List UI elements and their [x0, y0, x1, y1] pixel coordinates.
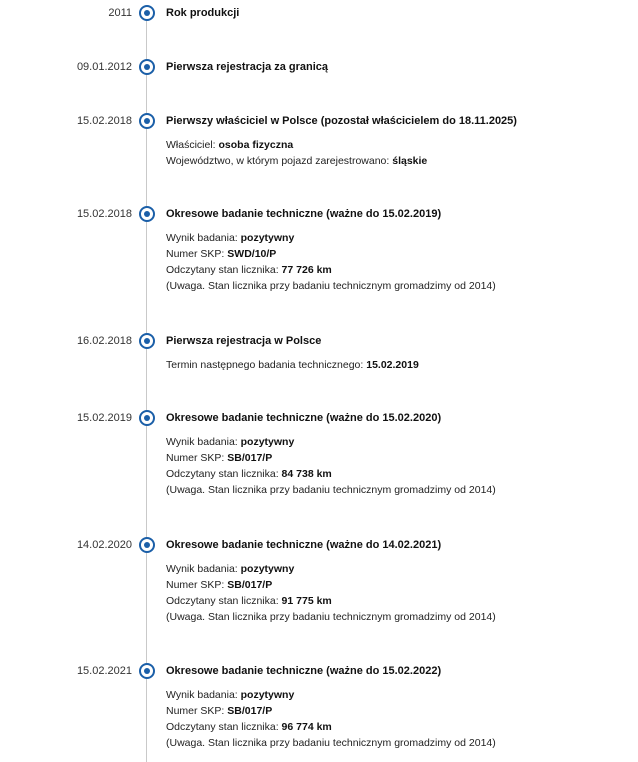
event-detail-odometer: Odczytany stan licznika: 77 726 km — [166, 264, 332, 276]
event-detail-odometer: Odczytany stan licznika: 84 738 km — [166, 468, 332, 480]
event-detail-odometer: Odczytany stan licznika: 96 774 km — [166, 721, 332, 733]
event-title: Rok produkcji — [166, 7, 240, 19]
event-detail-skp-number: Numer SKP: SWD/10/P — [166, 248, 277, 260]
event-date: 15.02.2019 — [76, 412, 132, 424]
event-title: Pierwsza rejestracja za granicą — [166, 61, 329, 73]
timeline-dot-icon — [139, 206, 155, 222]
event-detail-next-inspection: Termin następnego badania technicznego: 15.02.2019 — [166, 359, 419, 371]
event-title: Okresowe badanie techniczne (ważne do 15.02.2019) — [166, 208, 442, 220]
event-detail-odometer: Odczytany stan licznika: 91 775 km — [166, 595, 332, 607]
event-detail-result: Wynik badania: pozytywny — [166, 689, 295, 701]
timeline-dot-icon — [139, 5, 155, 21]
event-date: 14.02.2020 — [76, 539, 132, 551]
event-title: Okresowe badanie techniczne (ważne do 15.02.2022) — [166, 665, 442, 677]
event-detail-owner: Właściciel: osoba fizyczna — [166, 139, 294, 151]
event-title: Pierwsza rejestracja w Polsce — [166, 335, 322, 347]
timeline-dot-icon — [139, 59, 155, 75]
event-detail-note: (Uwaga. Stan licznika przy badaniu technicznym gromadzimy od 2014) — [166, 737, 496, 749]
event-date: 2011 — [108, 7, 132, 19]
timeline-dot-icon — [139, 537, 155, 553]
event-title: Okresowe badanie techniczne (ważne do 14.02.2021) — [166, 539, 442, 551]
event-detail-result: Wynik badania: pozytywny — [166, 232, 295, 244]
timeline-dot-icon — [139, 663, 155, 679]
event-title: Pierwszy właściciel w Polsce (pozostał właścicielem do 18.11.2025) — [166, 115, 517, 127]
event-title: Okresowe badanie techniczne (ważne do 15.02.2020) — [166, 412, 442, 424]
event-detail-note: (Uwaga. Stan licznika przy badaniu technicznym gromadzimy od 2014) — [166, 611, 496, 623]
timeline-dot-icon — [139, 333, 155, 349]
event-detail-note: (Uwaga. Stan licznika przy badaniu technicznym gromadzimy od 2014) — [166, 280, 496, 292]
event-detail-skp-number: Numer SKP: SB/017/P — [166, 705, 273, 717]
timeline-dot-icon — [139, 410, 155, 426]
event-date: 09.01.2012 — [76, 61, 132, 73]
event-detail-result: Wynik badania: pozytywny — [166, 563, 295, 575]
event-date: 16.02.2018 — [76, 335, 132, 347]
event-date: 15.02.2018 — [76, 208, 132, 220]
timeline-dot-icon — [139, 113, 155, 129]
event-detail-skp-number: Numer SKP: SB/017/P — [166, 452, 273, 464]
event-date: 15.02.2018 — [76, 115, 132, 127]
event-detail-result: Wynik badania: pozytywny — [166, 436, 295, 448]
event-date: 15.02.2021 — [76, 665, 132, 677]
event-detail-voivodeship: Województwo, w którym pojazd zarejestrowano: śląskie — [166, 155, 428, 167]
event-detail-skp-number: Numer SKP: SB/017/P — [166, 579, 273, 591]
event-detail-note: (Uwaga. Stan licznika przy badaniu technicznym gromadzimy od 2014) — [166, 484, 496, 496]
